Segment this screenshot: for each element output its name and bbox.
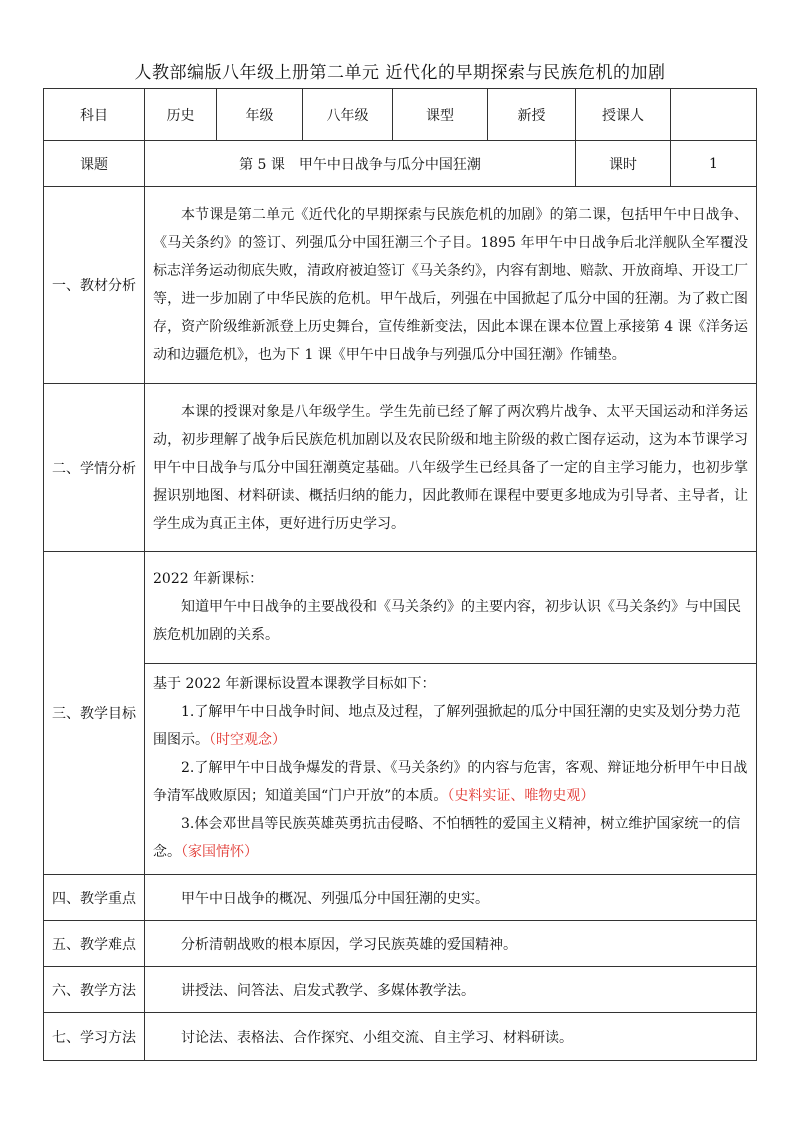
teaching-methods-row (44, 967, 757, 1013)
grade-value: 八年级 (303, 89, 393, 141)
lesson-plan-table (43, 88, 757, 1061)
difficulties-label: 五、教学难点 (44, 921, 145, 967)
curriculum-standard-title: 2022 年新课标： (153, 570, 264, 587)
goals-intro: 基于 2022 年新课标设置本课教学目标如下： (153, 676, 436, 692)
goal-item-tag: （时空观念） (209, 732, 286, 748)
goal-item (153, 754, 748, 810)
teaching-goals-label: 三、教学目标 (44, 552, 145, 875)
subject-label: 科目 (44, 89, 145, 141)
difficulties-row (44, 921, 757, 967)
goal-item-text: 3.体会邓世昌等民族英雄英勇抗击侵略、不怕牺牲的爱国主义精神，树立维护国家统一的信念。 (153, 816, 741, 860)
subject-value: 历史 (145, 89, 217, 141)
goal-item (153, 810, 748, 866)
learning-methods-label: 七、学习方法 (44, 1013, 145, 1061)
goal-item-tag: （家国情怀） (181, 844, 258, 860)
teaching-methods-label: 六、教学方法 (44, 967, 145, 1013)
goal-item-tag: （史料实证、唯物史观） (447, 788, 595, 804)
difficulties-text: 分析清朝战败的根本原因，学习民族英雄的爱国精神。 (181, 936, 517, 953)
type-value: 新授 (488, 89, 576, 141)
textbook-analysis-row (44, 187, 757, 384)
goal-item-text: 2.了解甲午中日战争爆发的背景、《马关条约》的内容与危害，客观、辩证地分析甲午中日战争清军战败原因；知道美国“门户开放”的本质。 (153, 760, 748, 804)
topic-value: 第 5 课 甲午中日战争与瓜分中国狂潮 (145, 141, 576, 187)
grade-label: 年级 (217, 89, 303, 141)
student-analysis-text: 本课的授课对象是八年级学生。学生先前已经了解了两次鸦片战争、太平天国运动和洋务运动，初步理解了战争后民族危机加剧以及农民阶级和地主阶级的救亡图存运动，这为本节课学习甲午中日战争与瓜分中国狂潮奠定基础。八年级学生已经具备了一定的自主学习能力，也初步掌握识别地图、材料研读、概括归纳的能力，因此教师在课程中要更多地成为引导者、主导者，让学生成为真正主体，更好进行历史学习。 (153, 403, 748, 532)
header-row (44, 89, 757, 141)
teaching-goals-row (44, 664, 757, 875)
key-points-text: 甲午中日战争的概况、列强瓜分中国狂潮的史实。 (181, 890, 489, 907)
teacher-value (671, 89, 757, 141)
teaching-methods-text: 讲授法、问答法、启发式教学、多媒体教学法。 (181, 982, 475, 999)
topic-row (44, 141, 757, 187)
curriculum-standard-row (44, 552, 757, 664)
hours-value: 1 (671, 141, 757, 187)
learning-methods-text: 讨论法、表格法、合作探究、小组交流、自主学习、材料研读。 (181, 1029, 573, 1046)
student-analysis-row (44, 384, 757, 552)
learning-methods-row (44, 1013, 757, 1061)
teacher-label: 授课人 (576, 89, 671, 141)
key-points-label: 四、教学重点 (44, 875, 145, 921)
type-label: 课型 (393, 89, 488, 141)
goal-item (153, 698, 748, 754)
key-points-row (44, 875, 757, 921)
textbook-analysis-text: 本节课是第二单元《近代化的早期探索与民族危机的加剧》的第二课，包括甲午中日战争、《马关条约》的签订、列强瓜分中国狂潮三个子目。1895 年甲午中日战争后北洋舰队全军覆没标志洋务运动彻底失败，清政府被迫签订《马关条约》，内容有割地、赔款、开放商埠、开设工厂等，进一步加剧了中华民族的危机。甲午战后，列强在中国掀起了瓜分中国的狂潮。为了救亡图存，资产阶级维新派登上历史舞台，宣传维新变法，因此本课在课本位置上承接第 4 课《洋务运动和边疆危机》，也为下 1 课《甲午中日战争与列强瓜分中国狂潮》作铺垫。 (153, 207, 748, 363)
curriculum-standard-text: 知道甲午中日战争的主要战役和《马关条约》的主要内容，初步认识《马关条约》与中国民族危机加剧的关系。 (153, 598, 741, 643)
student-analysis-label: 二、学情分析 (44, 384, 145, 552)
goal-item-text: 1.了解甲午中日战争时间、地点及过程，了解列强掀起的瓜分中国狂潮的史实及划分势力范围图示。 (153, 704, 741, 748)
textbook-analysis-label: 一、教材分析 (44, 187, 145, 384)
document-title: 人教部编版八年级上册第二单元 近代化的早期探索与民族危机的加剧 (134, 63, 666, 83)
hours-label: 课时 (576, 141, 671, 187)
topic-label: 课题 (44, 141, 145, 187)
